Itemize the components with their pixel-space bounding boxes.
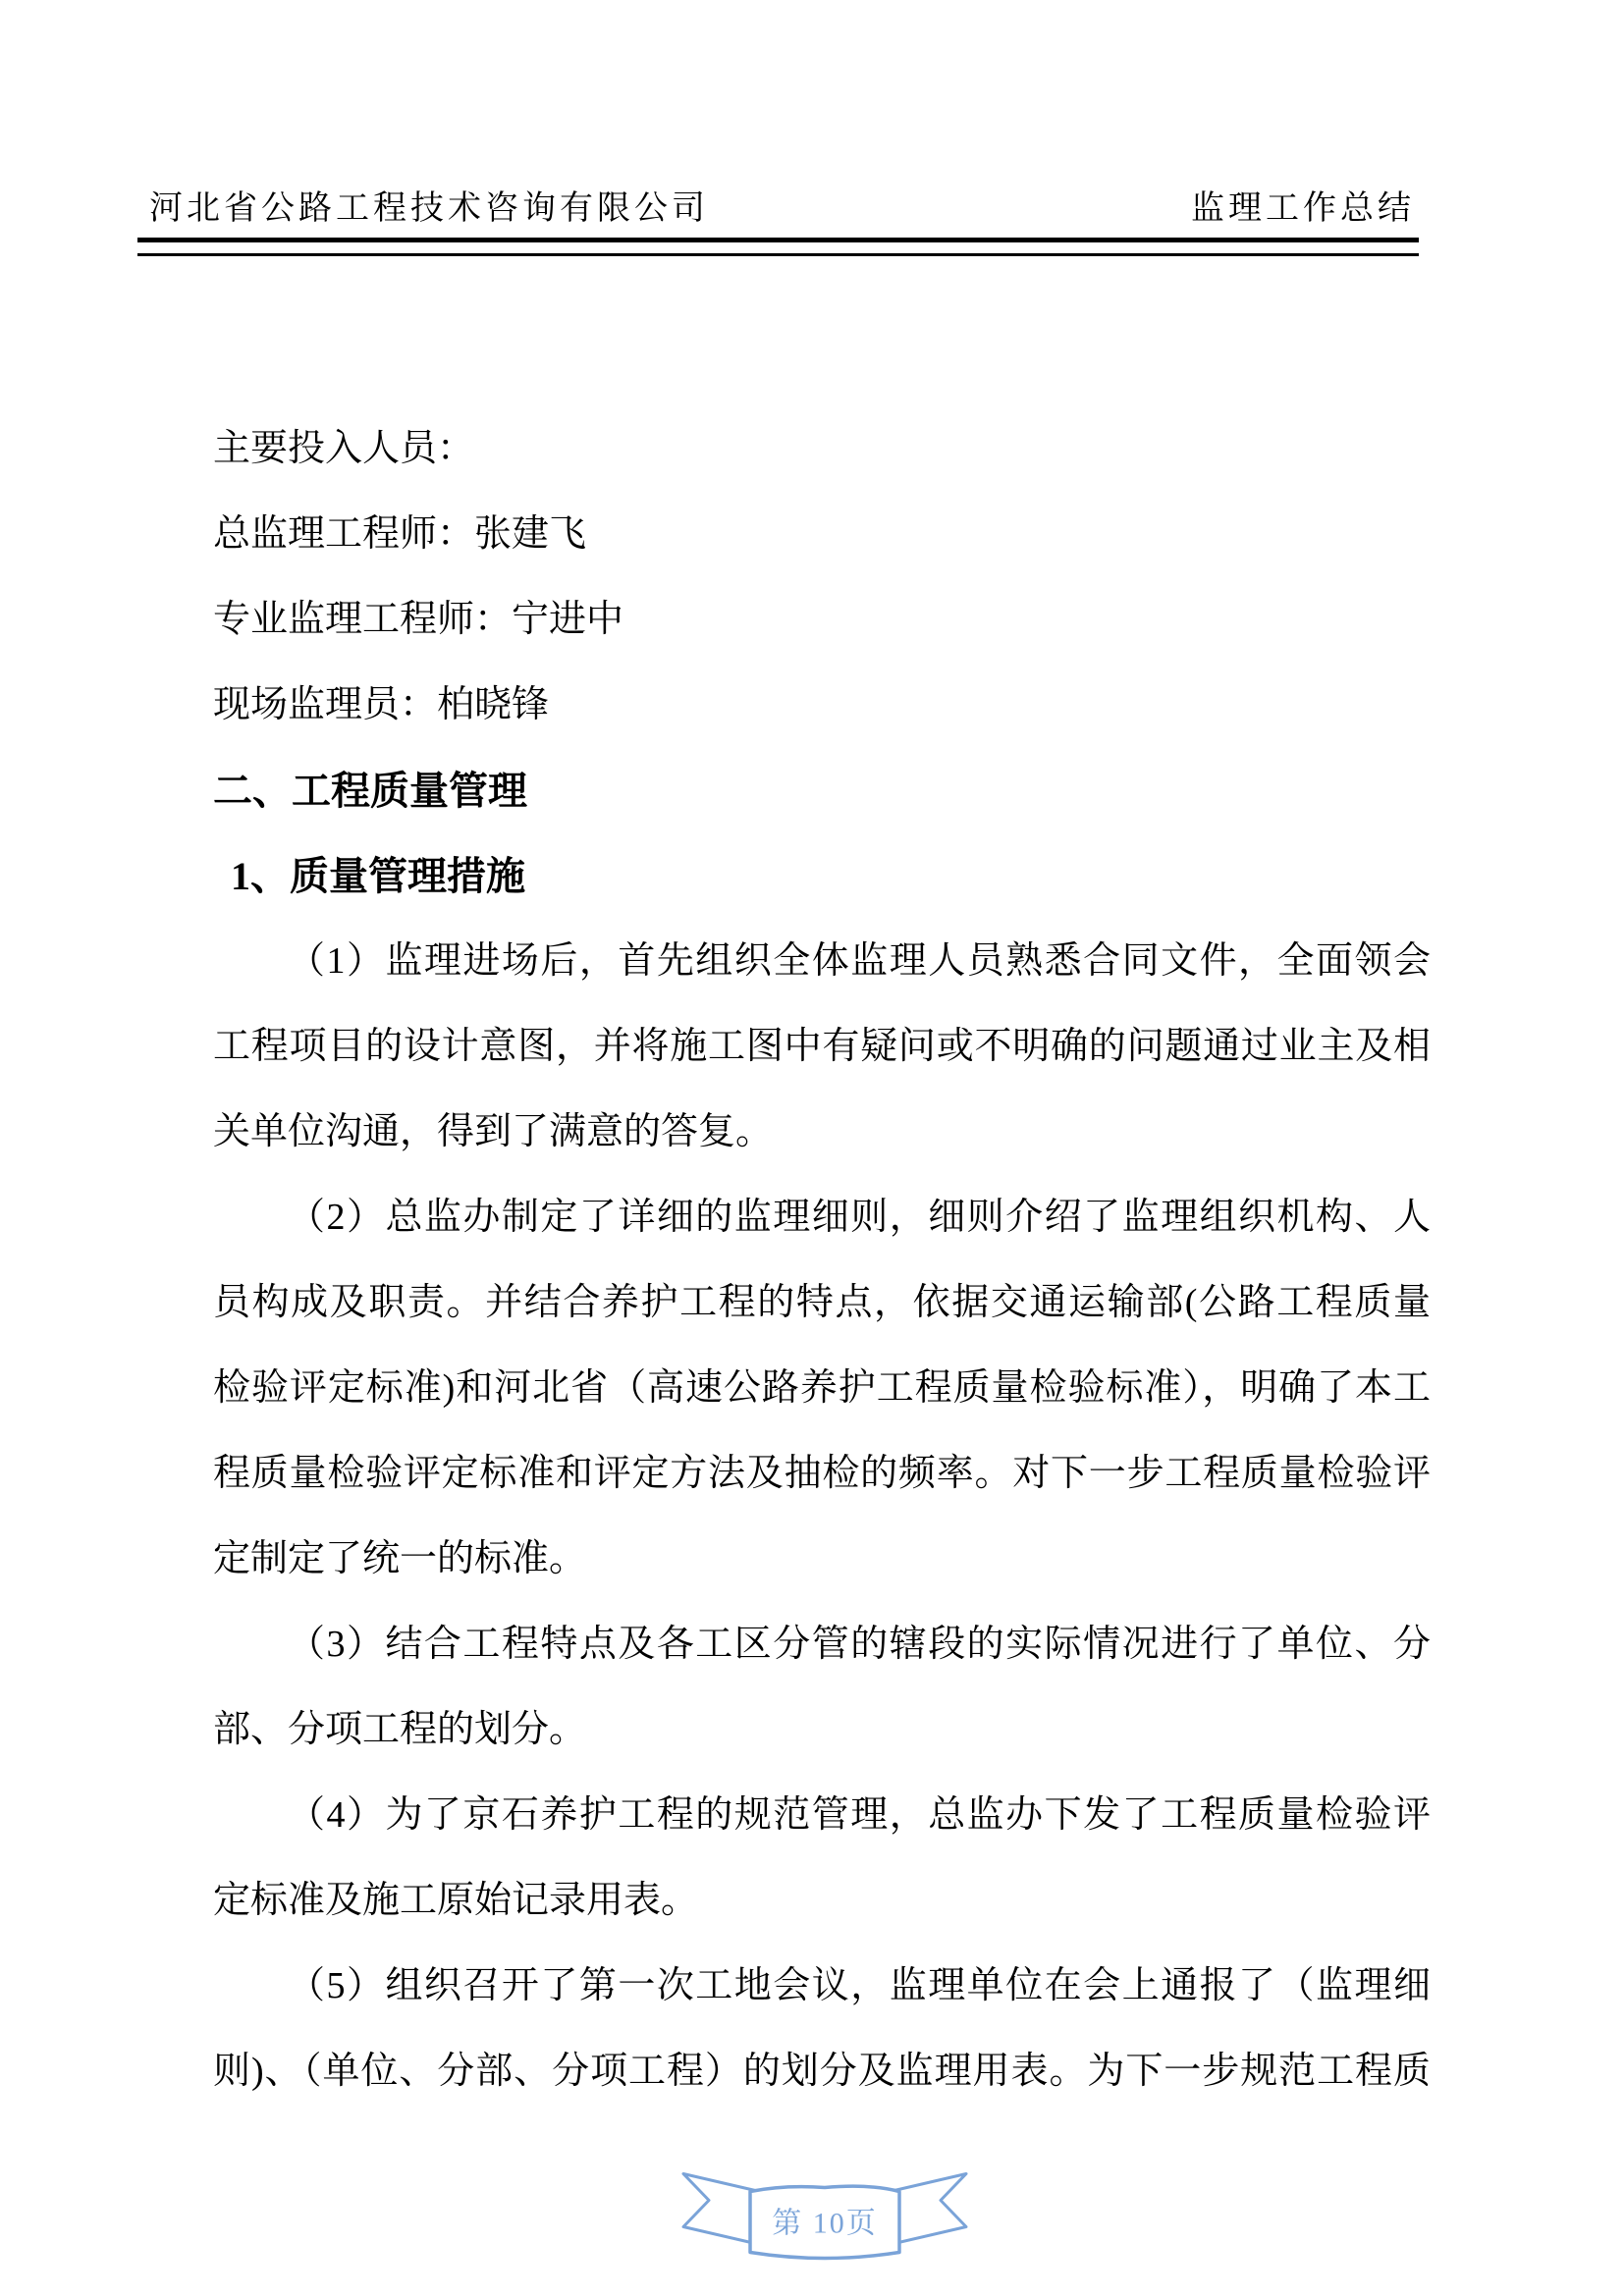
paragraph-line: 定制定了统一的标准。 [213, 1538, 587, 1579]
paragraph-line: （2）总监办制定了详细的监理细则，细则介绍了监理组织机构、人 [288, 1197, 1431, 1238]
paragraph-line: 部、分项工程的划分。 [213, 1709, 587, 1750]
sub-heading: 1、质量管理措施 [231, 854, 525, 898]
paragraph-line: 则)、（单位、分部、分项工程）的划分及监理用表。为下一步规范工程质 [213, 2051, 1431, 2092]
paragraph-line: （5）组织召开了第一次工地会议，监理单位在会上通报了（监理细 [288, 1965, 1431, 2006]
paragraph-line: 程质量检验评定标准和评定方法及抽检的频率。对下一步工程质量检验评 [213, 1453, 1431, 1494]
paragraph-line: 关单位沟通，得到了满意的答复。 [213, 1111, 774, 1152]
page-number-label: 第 10页 [772, 2207, 878, 2240]
paragraph-line: 定标准及施工原始记录用表。 [213, 1880, 699, 1921]
paragraph-line: 员构成及职责。并结合养护工程的特点，依据交通运输部(公路工程质量 [213, 1282, 1431, 1323]
section-heading: 二、工程质量管理 [213, 769, 527, 813]
intro-line: 现场监理员：柏晓锋 [213, 684, 550, 725]
intro-line: 专业监理工程师：宁进中 [213, 599, 624, 640]
paragraph-line: （1）监理进场后，首先组织全体监理人员熟悉合同文件，全面领会 [288, 940, 1431, 982]
header-doc-title: 监理工作总结 [1191, 190, 1415, 227]
document-body [213, 406, 1431, 2114]
intro-line: 主要投入人员： [213, 428, 475, 469]
paragraph-line: 检验评定标准)和河北省（高速公路养护工程质量检验标准），明确了本工 [213, 1367, 1431, 1409]
intro-line: 总监理工程师：张建飞 [213, 513, 587, 555]
header-company-name: 河北省公路工程技术咨询有限公司 [149, 190, 709, 227]
paragraph-line: （4）为了京石养护工程的规范管理，总监办下发了工程质量检验评 [288, 1794, 1431, 1836]
page-number-banner [677, 2160, 972, 2272]
ribbon-banner-icon [677, 2160, 972, 2272]
page-header [137, 188, 1419, 230]
paragraph-line: 工程项目的设计意图，并将施工图中有疑问或不明确的问题通过业主及相 [213, 1026, 1431, 1067]
header-double-rule [137, 238, 1419, 256]
paragraph-line: （3）结合工程特点及各工区分管的辖段的实际情况进行了单位、分 [288, 1624, 1431, 1665]
